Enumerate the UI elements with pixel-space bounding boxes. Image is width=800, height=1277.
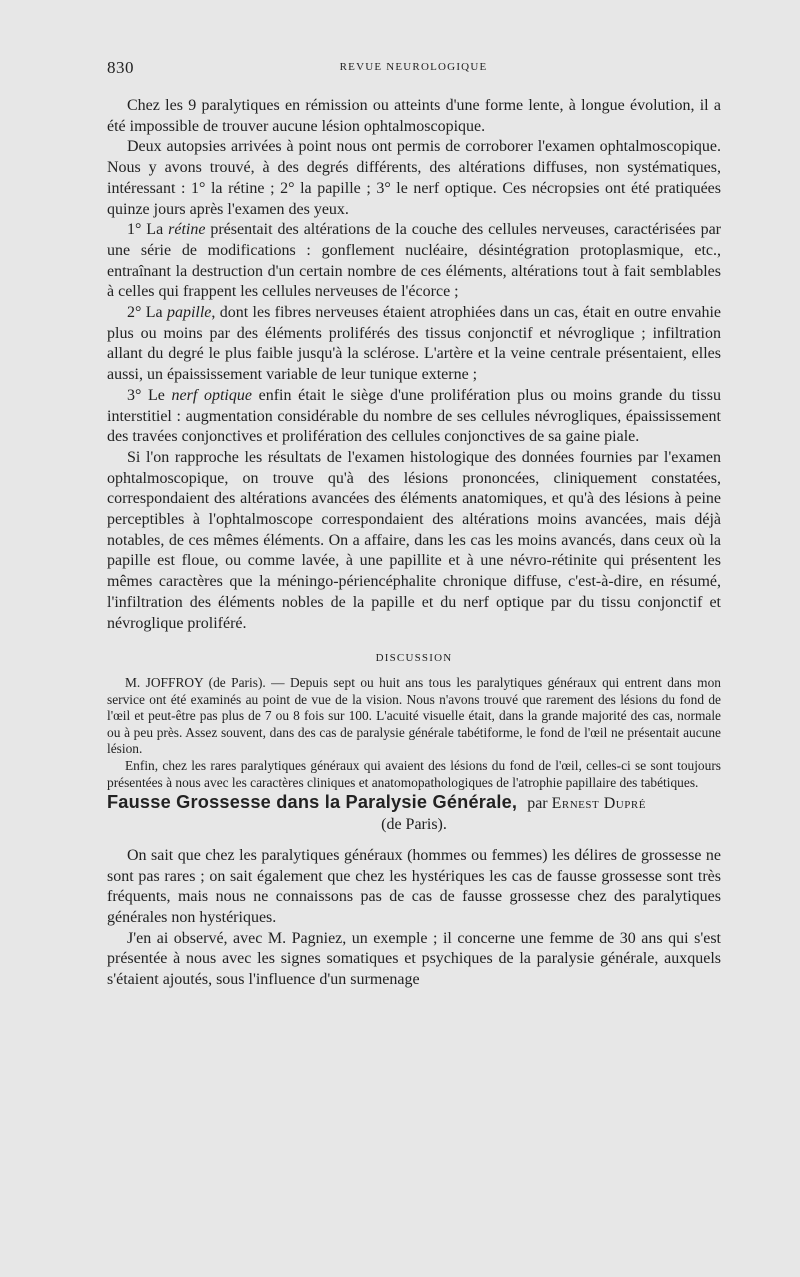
body-paragraph: Chez les 9 paralytiques en rémission ou atteints d'une forme lente, à longue évolution, il a été impossible de trouver aucune lésion ophtalmoscopique.: [107, 97, 721, 135]
lesion-item-nerf-optique: 3° Le nerf optique enfin était le siège d'une prolifération plus ou moins grande du tissu interstitiel : augmentation considérable du nombre de ses cellules névrogliques, épaississement des travées conjonctives et prolifération des cellules conjonctives de sa gaine piale.: [107, 386, 722, 446]
discussion-heading: DISCUSSION: [375, 652, 453, 665]
article-title: Fausse Grossesse dans la Paralysie Générale,: [107, 792, 518, 813]
lesion-item-retine: 1° La rétine présentait des altérations de la couche des cellules nerveuses, caractérisées par une série de modifications : gonflement nucléaire, désintégration protoplasmique, etc., entraînant la destruction d'un certain nombre de ces éléments, altérations tout à fait semblables à celles qui frappent les cellules nerveuses de l'écorce ;: [107, 221, 721, 301]
page-header: [107, 58, 720, 82]
discussion-paragraph: Enfin, chez les rares paralytiques généraux qui avaient des lésions du fond de l'œil, celles-ci se sont toujours présentées à nous avec les caractères cliniques et anatomopathologiques de l'atrophie papillaire des tabétiques.: [107, 757, 721, 790]
article-author: Ernest Dupré: [551, 795, 646, 813]
conclusion-paragraph: Si l'on rapproche les résultats de l'examen histologique des données fournies par l'examen ophtalmoscopique, on trouve qu'à des lésions prononcées, cliniquement constatées, correspondaient des altérations avancées des éléments anatomiques, et qu'à des lésions à peine perceptibles à l'ophtalmoscope correspondaient des altérations moins avancées, mais déjà notables, de ces mêmes éléments. On a affaire, dans les cas les moins avancés, dans ceux où la papille est floue, ou comme lavée, à une papillite et à une névro-rétinite qui présentent les mêmes caractères que la méningo-périencéphalite chronique diffuse, c'est-à-dire, en résumé, l'infiltration des éléments nobles de la papille et du nerf optique par du tissu conjonctif et névroglique proliféré.: [107, 448, 721, 632]
discussion-paragraph: M. JOFFROY (de Paris). — Depuis sept ou huit ans tous les paralytiques généraux qui entrent dans mon service ont été examinés au point de vue de la vision. Nous n'avons trouvé que rarement des lésions du fond de l'œil et peut-être pas plus de 7 ou 8 fois sur 100. L'acuité visuelle était, dans la grande majorité des cas, normale ou à peu près. Assez souvent, dans des cas de paralysie générale tabétiforme, le fond de l'œil ne présentait aucune lésion.: [107, 674, 721, 757]
discussion-section: [107, 648, 721, 791]
item-term: nerf optique: [171, 386, 252, 404]
running-head: REVUE NEUROLOGIQUE: [339, 61, 488, 73]
item-term: papille: [166, 304, 212, 322]
page-number: 830: [107, 58, 134, 77]
body-paragraph: Deux autopsies arrivées à point nous ont permis de corroborer l'examen ophtalmoscopique. Nous y avons trouvé, à des degrés différents, des altérations diffuses, non systématiques, intéressant : 1° la rétine ; 2° la papille ; 3° le nerf optique. Ces nécropsies ont été pratiquées quinze jours après l'examen des yeux.: [107, 138, 721, 218]
item-term: rétine: [168, 221, 206, 239]
page-body: [107, 96, 721, 991]
author-affiliation: (de Paris).: [381, 816, 447, 834]
article-paragraph: J'en ai observé, avec M. Pagniez, un exemple ; il concerne une femme de 30 ans qui s'est présentée à nous avec les signes somatiques et psychiques de la paralysie générale, auxquels s'étaient ajoutés, sous l'influence d'un surmenage: [107, 929, 721, 989]
byline-prefix: par: [527, 795, 548, 813]
article-paragraph: On sait que chez les paralytiques généraux (hommes ou femmes) les délires de grossesse ne sont pas rares ; on sait également que chez les hystériques les cas de fausse grossesse sont très fréquents, mais nous ne connaissons pas de cas de fausse grossesse chez des paralytiques générales non hystériques.: [107, 846, 721, 926]
lesion-item-papille: 2° La papille, dont les fibres nerveuses étaient atrophiées dans un cas, était en outre envahie plus ou moins par des éléments proliférés des tissus conjonctif et névroglique ; infiltration allant du degré le plus faible jusqu'à la sclérose. L'artère et la veine centrale présentaient, elles aussi, un épaississement variable de leur tunique externe ;: [107, 304, 721, 384]
article-heading: [107, 791, 721, 815]
